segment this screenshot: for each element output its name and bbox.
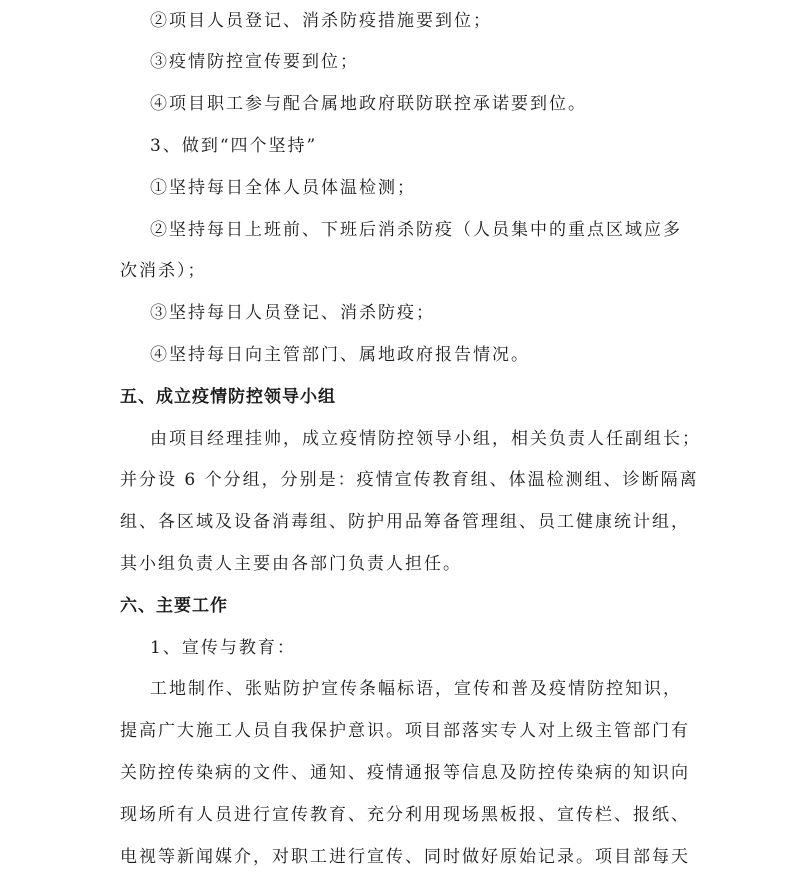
paragraph-line: 电视等新闻媒介，对职工进行宣传、同时做好原始记录。项目部每天 [120, 847, 690, 867]
paragraph-line: 由项目经理挂帅，成立疫情防控领导小组，相关负责人任副组长； [150, 429, 701, 449]
paragraph-line: 工地制作、张贴防护宣传条幅标语，宣传和普及疫情防控知识， [150, 679, 682, 699]
section-heading: 六、主要工作 [120, 596, 228, 616]
paragraph-line: 现场所有人员进行宣传教育、充分利用现场黑板报、宣传栏、报纸、 [120, 805, 690, 825]
paragraph-line: 并分设 6 个分组，分别是：疫情宣传教育组、体温检测组、诊断隔离 [120, 470, 699, 490]
section-heading: 五、成立疫情防控领导小组 [120, 387, 336, 407]
list-item: ③疫情防控宣传要到位； [150, 52, 359, 72]
paragraph-line: 提高广大施工人员自我保护意识。项目部落实专人对上级主管部门有 [120, 721, 690, 741]
list-item: ①坚持每日全体人员体温检测； [150, 178, 416, 198]
list-item: ②坚持每日上班前、下班后消杀防疫（人员集中的重点区域应多 [150, 220, 682, 240]
list-item: ②项目人员登记、消杀防疫措施要到位； [150, 11, 492, 31]
list-item: ④坚持每日向主管部门、属地政府报告情况。 [150, 345, 530, 365]
paragraph-line: 组、各区域及设备消毒组、防护用品筹备管理组、员工健康统计组， [120, 512, 690, 532]
list-item: ③坚持每日人员登记、消杀防疫； [150, 303, 435, 323]
paragraph-line: 关防控传染病的文件、通知、疫情通报等信息及防控传染病的知识向 [120, 763, 690, 783]
list-item: 次消杀）； [120, 261, 207, 281]
list-item: ④项目职工参与配合属地政府联防联控承诺要到位。 [150, 94, 587, 114]
subsection-title: 1、宣传与教育： [150, 638, 296, 658]
paragraph-line: 其小组负责人主要由各部门负责人担任。 [120, 554, 462, 574]
list-item: 3、做到“四个坚持” [150, 136, 318, 156]
